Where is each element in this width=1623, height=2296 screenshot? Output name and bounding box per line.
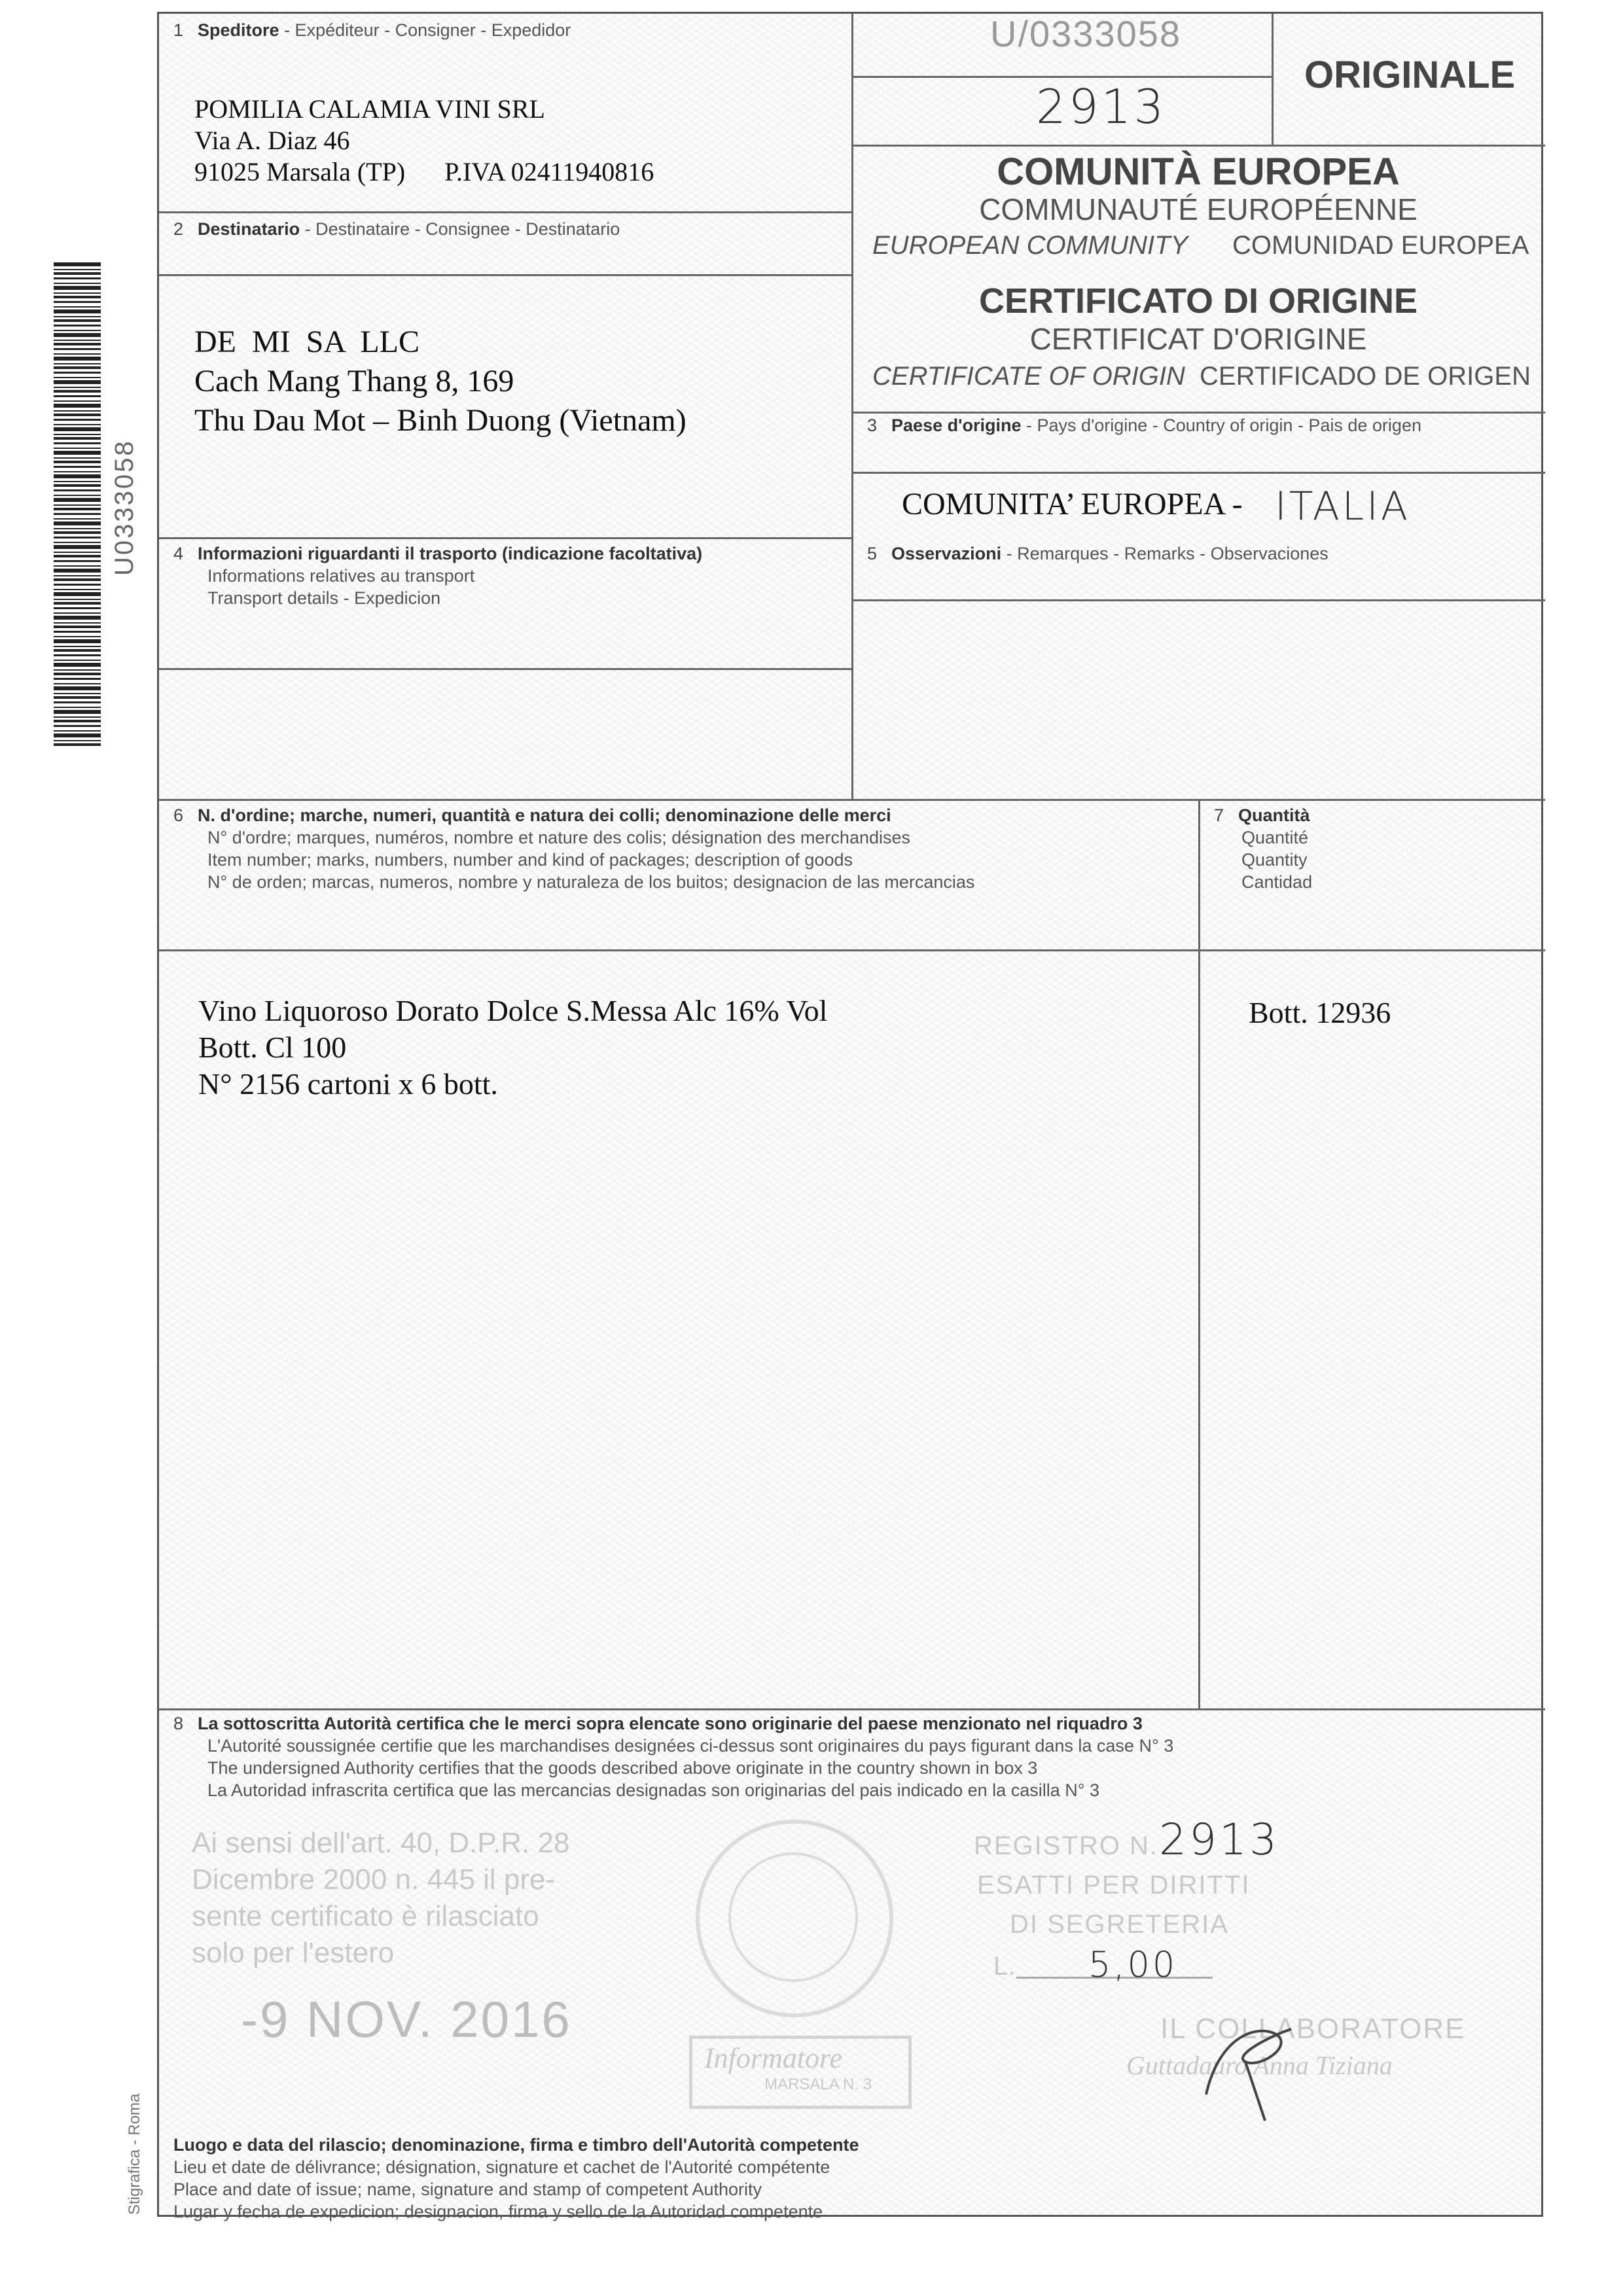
divider-box2-bottom [159,537,851,539]
goods-line-3: N° 2156 cartoni x 6 bott. [198,1067,498,1101]
title-ce-es: COMUNIDAD EUROPEA [1232,231,1529,260]
divider-box8-top [159,1708,1545,1710]
origin-country-handwritten: ITALIA [1275,484,1410,529]
box6-label: 6 N. d'ordine; marche, numeri, quantità e natura dei colli; denominazione delle merci N° d'ordre; marques, numéros, nombre et nature des colis; désignation des merchandises Item number; marks, numbers, number and kind of packages; description of goods N° de orden; marcas, numeros, nombre y naturaleza de los buitos; designacion de las mercancias [173,805,975,892]
title-co-en: CERTIFICATE OF ORIGIN [872,362,1185,391]
divider-left-right [851,14,853,799]
box2-label: 2 Destinatario - Destinataire - Consignee - Destinatario [173,219,620,239]
printer-credit: Stigrafica - Roma [126,2093,143,2215]
consignee-name: DE MI SA LLC [194,325,420,359]
divider-box6-box7 [1198,799,1200,1708]
legal-notice-stamp [192,1825,569,1971]
barcode-number: U0333058 [110,439,139,576]
divider-box6-label [159,949,1545,951]
title-co-es: CERTIFICADO DE ORIGEN [1200,362,1531,391]
consigner-name: POMILIA CALAMIA VINI SRL [194,94,545,124]
collaboratore-label: IL COLLABORATORE [1160,2013,1466,2045]
serial-number: U/0333058 [990,13,1182,54]
official-seal-inner [728,1852,858,1982]
registro-label: REGISTRO N. [974,1831,1159,1860]
legal-notice-line-2: Dicembre 2000 n. 445 il pre- [192,1863,556,1896]
box5-label: 5 Osservazioni - Remarques - Remarks - Observaciones [867,544,1329,563]
box4-label: 4 Informazioni riguardanti il trasporto (indicazione facoltativa) Informations relatives au transport Transport details - Expedicion [173,544,703,608]
origin-country-typed: COMUNITA’ EUROPEA - [902,487,1243,521]
lire-amount: 5,00 [1088,1944,1178,1985]
divider-box1-bottom [159,211,851,213]
office-stamp [689,2036,912,2109]
goods-description [198,993,827,1103]
consigner-street: Via A. Diaz 46 [194,126,350,155]
collaboratore-name: Guttadauro Anna Tiziana [1126,2051,1393,2080]
divider-box5-label [851,599,1545,601]
goods-line-1: Vino Liquoroso Dorato Dolce S.Messa Alc 16% Vol [198,994,828,1027]
goods-line-2: Bott. Cl 100 [198,1031,347,1064]
title-co-fr: CERTIFICAT D'ORIGINE [1029,322,1367,356]
esatti-line-2: DI SEGRETERIA [1010,1910,1229,1939]
handwritten-number: 2913 [1036,79,1167,134]
title-ce-en: EUROPEAN COMMUNITY [872,231,1188,260]
divider-box3-bottom [851,472,1545,474]
divider-serial [851,76,1272,78]
consigner-address [194,94,654,188]
originale-label: ORIGINALE [1304,54,1516,96]
divider-box4-label [159,668,851,670]
legal-notice-line-4: solo per l'estero [192,1937,395,1969]
box8-footer-label: Luogo e data del rilascio; denominazione, firma e timbro dell'Autorità competente Lieu et date de délivrance; désignation, signature et cachet de l'Autorité compétente Place and date of issue; name, signature and stamp of competent Authority Lugar y fecha de expedicion; designacion, firma y sello de la Autoridad competente [173,2135,859,2221]
signature [1180,1996,1324,2127]
divider-header [851,145,1545,147]
certificate-form [157,12,1543,2221]
date-stamp: -9 NOV. 2016 [241,1990,572,2048]
divider-box6-top [159,799,1545,801]
title-ce-fr: COMMUNAUTÉ EUROPÉENNE [979,192,1418,226]
esatti-line-1: ESATTI PER DIRITTI [977,1871,1251,1899]
consignee-city: Thu Dau Mot – Binh Duong (Vietnam) [194,403,687,438]
title-co-it: CERTIFICATO DI ORIGINE [978,281,1418,321]
office-stamp-name: Informatore [704,2042,843,2074]
registro-number: 2913 [1159,1814,1279,1865]
barcode [54,262,101,746]
consignee-address [194,323,687,440]
box3-label: 3 Paese d'origine - Pays d'origine - Country of origin - Pais de origen [867,415,1421,435]
box8-label: 8 La sottoscritta Autorità certifica che le merci sopra elencate sono originarie del paese menzionato nel riquadro 3 L'Autorité soussignée certifie que les marchandises designées ci-dessus sont originaires du pays figurant dans la case N° 3 The undersigned Authority certifies that the goods described above originate in the country shown in box 3 La Autoridad infrascrita certifica que las mercancias designadas son originarias del pais indicado en la casilla N° 3 [173,1714,1174,1800]
box1-label: 1 Speditore - Expéditeur - Consigner - Expedidor [173,20,571,40]
legal-notice-line-1: Ai sensi dell'art. 40, D.P.R. 28 [192,1827,570,1859]
consigner-city-vat: 91025 Marsala (TP) P.IVA 02411940816 [194,157,654,186]
divider-box3-label [851,412,1545,414]
lire-label: L. [993,1952,1016,1981]
consignee-street: Cach Mang Thang 8, 169 [194,364,514,398]
quantity-value: Bott. 12936 [1249,996,1391,1029]
divider-originale [1272,14,1274,145]
legal-notice-line-3: sente certificato è rilasciato [192,1900,539,1932]
office-stamp-place: MARSALA N. 3 [764,2075,872,2093]
title-ce-it: COMUNITÀ EUROPEA [997,150,1400,193]
box7-label: 7 Quantità Quantité Quantity Cantidad [1214,805,1313,892]
divider-box2-label [159,274,851,276]
